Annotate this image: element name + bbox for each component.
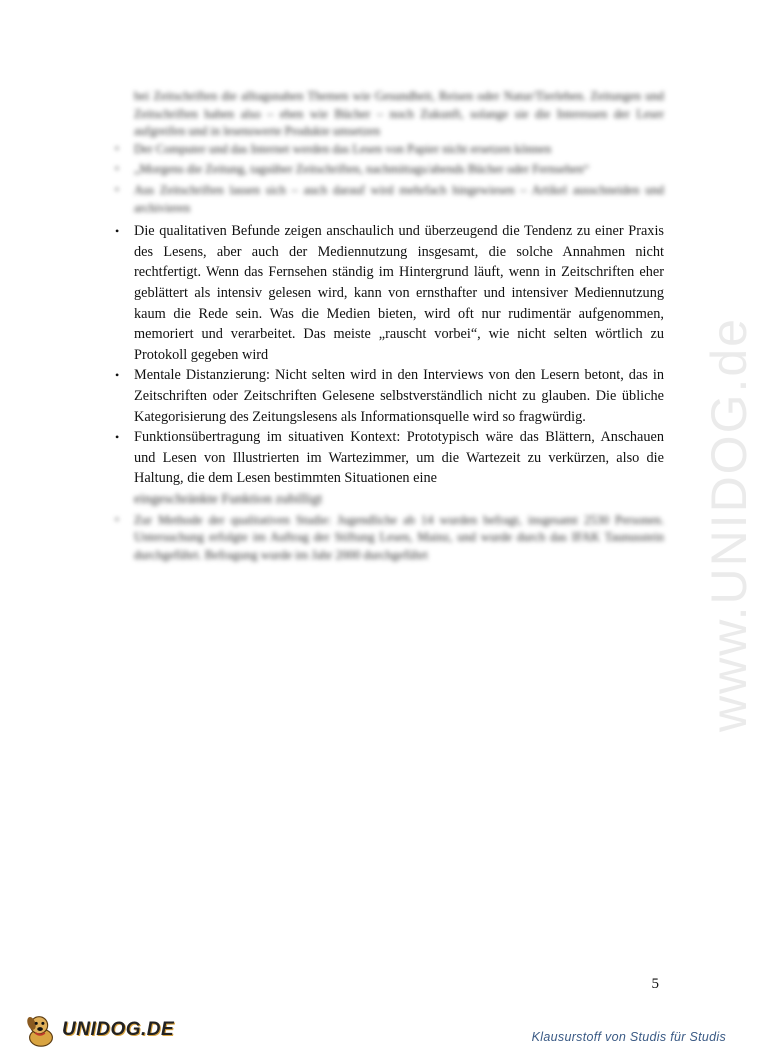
bullet-text: Mentale Distanzierung: Nicht selten wird in den Interviews von den Lesern betont, das in Zeitschriften oder Zeitschriften Gelesene selbstverständlich nicht zu glauben. Die übliche Kategorisierung des Zeitungslesens als Informationsquelle wird so fragwürdig. <box>134 367 664 425</box>
watermark-text: www.UNIDOG.de <box>701 317 757 732</box>
blurred-bullet-item: • Der Computer und das Internet werden das Lesen von Papier nicht ersetzen können <box>115 141 552 156</box>
bullet-item-mental-distancing <box>112 365 664 427</box>
footer-tagline: Klausurstoff von Studis für Studis <box>531 1030 726 1044</box>
dog-mascot-icon <box>22 1011 60 1049</box>
blurred-tail-text: eingeschränkte Funktion zubilligt <box>134 491 323 507</box>
bullet-icon: • <box>115 368 120 383</box>
document-body <box>112 88 664 565</box>
bullet-text: Funktionsübertragung im situativen Kontext: Prototypisch wäre das Blättern, Anschauen und Lesen von Illustrierten im Wartezimmer, um die Wartezeit zu verkürzen, also die Haltung, die dem Lesen bestimmten Situationen eine <box>134 429 664 487</box>
unidog-logo <box>22 1011 174 1049</box>
bullet-text: Die qualitativen Befunde zeigen anschaulich und überzeugend die Tendenz zu einer Praxis des Lesens, aber auch der Mediennutzung insgesamt, die solche Annahmen nicht rechtfertigt. Wenn das Fernsehen ständig im Hintergrund läuft, wenn in Zeitschriften eher geblättert als intensiv gelesen wird, kann von ernsthafter und intensiver Mediennutzung kaum die Rede sein. Was die Medien bieten, wird oft nur rudimentär aufgenommen, memoriert und verarbeitet. Das meiste „rauscht vorbei“, wie nicht selten wörtlich zu Protokoll gegeben wird <box>134 223 664 363</box>
bullet-icon: • <box>115 224 120 239</box>
page-number: 5 <box>651 976 659 992</box>
bullet-item-function-transfer <box>112 427 664 510</box>
bullet-icon: • <box>115 430 120 445</box>
logo-text: UNIDOG.DE <box>62 1019 175 1040</box>
blurred-bullet-list <box>112 141 664 217</box>
bullet-list <box>112 221 664 565</box>
blurred-bullet-item: • „Morgens die Zeitung, tagsüber Zeitschriften, nachmittags/abends Bücher oder Fernsehen“ <box>115 162 590 177</box>
blurred-bullet-item: • Aus Zeitschriften lassen sich – auch darauf wird mehrfach hingewiesen – Artikel ausschneiden und archivieren <box>115 182 664 215</box>
blurred-bullet-item-methodology: • Zur Methode der qualitativen Studie: Jugendliche ab 14 wurden befragt, insgesamt 2530 Personen. Untersuchung erfolgte im Auftrag der Stiftung Lesen, Mainz, und wurde durch das IFAK Taunusstein durchgeführt. Befragung wurde im Jahr 2000 durchgeführt <box>115 512 664 563</box>
blurred-continuation-paragraph: bei Zeitschriften die alltagsnahen Themen wie Gesundheit, Reisen oder Natur/Tierleben. Zeitungen und Zeitschriften haben also – eben wie Bücher – noch Zukunft, solange sie die Interessen der Leser aufgreifen und in lesenswerte Produkte umsetzen <box>134 89 664 139</box>
bullet-item-qualitative-findings <box>112 221 664 365</box>
